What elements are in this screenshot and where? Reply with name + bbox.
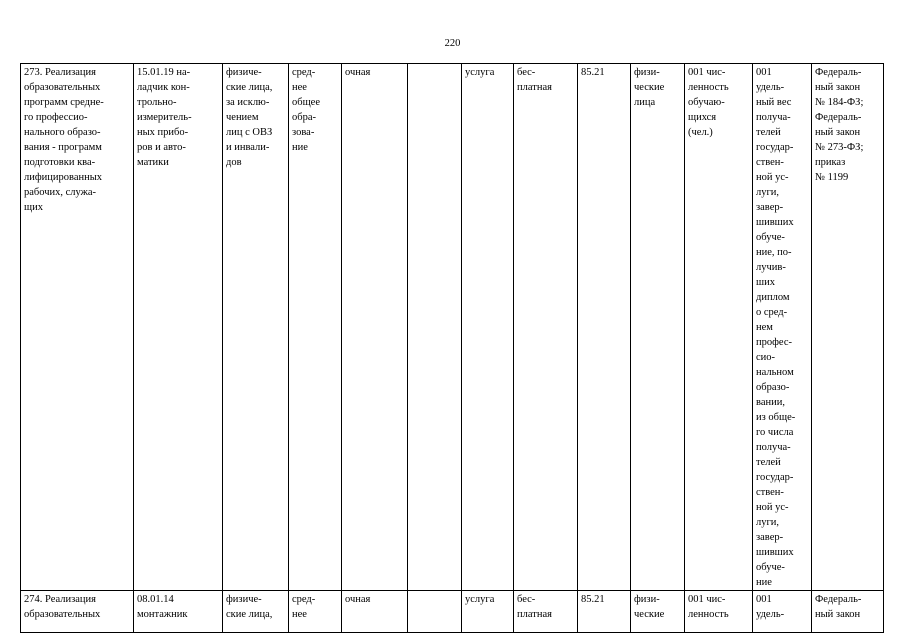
cell-text-line: щих xyxy=(24,202,43,213)
cell-quality-indicator xyxy=(753,591,812,633)
cell-text-line: услуга xyxy=(465,594,495,605)
cell-text-line: очная xyxy=(345,67,371,78)
cell-text-line: платная xyxy=(517,82,552,93)
cell-text-line: удель- xyxy=(756,82,785,93)
cell-text-line: нее xyxy=(292,82,307,93)
cell-text-line: лица xyxy=(634,97,656,108)
cell-text-line: вании, xyxy=(756,397,785,408)
cell-text-line: физи- xyxy=(634,67,660,78)
cell-text-line: 001 xyxy=(756,594,772,605)
cell-text-line: нем xyxy=(756,322,773,333)
cell-consumer-type xyxy=(631,591,685,633)
cell-payment-type xyxy=(514,64,578,591)
cell-volume-indicator xyxy=(685,64,753,591)
cell-text-line: ствен- xyxy=(756,487,784,498)
cell-text-line: за исклю- xyxy=(226,97,270,108)
cell-text-line: бес- xyxy=(517,67,536,78)
cell-profession-code xyxy=(134,64,223,591)
cell-text-line: дов xyxy=(226,157,242,168)
cell-text-line: физиче- xyxy=(226,594,262,605)
cell-text-line: шивших xyxy=(756,217,794,228)
cell-text-line: ленность xyxy=(688,82,729,93)
cell-text-line: и инвали- xyxy=(226,142,270,153)
cell-text-line: 001 чис- xyxy=(688,594,726,605)
cell-text-line: завер- xyxy=(756,202,784,213)
cell-text-line: образовательных xyxy=(24,609,101,620)
cell-legal-basis xyxy=(812,591,884,633)
cell-text-line: 273. Реализация xyxy=(24,67,96,78)
cell-okved-code xyxy=(578,591,631,633)
page-number: 220 xyxy=(444,38,461,49)
registry-table xyxy=(20,63,884,633)
cell-text-line: ной ус- xyxy=(756,502,789,513)
cell-text-line: монтажник xyxy=(137,609,188,620)
cell-text-line: ские лица, xyxy=(226,609,273,620)
cell-education-level xyxy=(289,591,342,633)
cell-text-line: рабочих, служа- xyxy=(24,187,97,198)
cell-text-line: ладчик кон- xyxy=(137,82,190,93)
cell-text-line: нее xyxy=(292,609,307,620)
cell-text-line: бес- xyxy=(517,594,536,605)
cell-study-form xyxy=(342,64,408,591)
cell-text-line: Федераль- xyxy=(815,67,862,78)
cell-service-name xyxy=(21,591,134,633)
cell-service-type xyxy=(462,64,514,591)
cell-legal-basis xyxy=(812,64,884,591)
cell-text-line: 08.01.14 xyxy=(137,594,174,605)
cell-text-line: 001 xyxy=(756,67,772,78)
cell-text-line: лучив- xyxy=(756,262,786,273)
cell-text-line: Федераль- xyxy=(815,112,862,123)
cell-text-line: ный закон xyxy=(815,127,861,138)
cell-education-level xyxy=(289,64,342,591)
cell-text-line: государ- xyxy=(756,142,794,153)
cell-text-line: ские лица, xyxy=(226,82,273,93)
cell-text-line: лиц с ОВЗ xyxy=(226,127,273,138)
cell-text-line: щихся xyxy=(688,112,717,123)
cell-text-line: ных прибо- xyxy=(137,127,189,138)
cell-text-line: 85.21 xyxy=(581,594,605,605)
cell-text-line: удель- xyxy=(756,609,785,620)
cell-payment-type xyxy=(514,591,578,633)
cell-text-line: зова- xyxy=(292,127,315,138)
cell-text-line: чением xyxy=(226,112,259,123)
cell-text-line: трольно- xyxy=(137,97,177,108)
cell-consumer-type xyxy=(631,64,685,591)
cell-text-line: сред- xyxy=(292,67,316,78)
cell-text-line: вания - программ xyxy=(24,142,102,153)
cell-text-line: № 1199 xyxy=(815,172,849,183)
cell-text-line: луги, xyxy=(756,187,780,198)
cell-text-line: 15.01.19 на- xyxy=(137,67,191,78)
cell-text-line: ный закон xyxy=(815,609,861,620)
cell-text-line: из обще- xyxy=(756,412,796,423)
cell-text-line: ших xyxy=(756,277,775,288)
cell-text-line: сред- xyxy=(292,594,316,605)
cell-text-line: № 273-ФЗ; xyxy=(815,142,864,153)
cell-text-line: физи- xyxy=(634,594,660,605)
cell-text-line: очная xyxy=(345,594,371,605)
cell-text-line: образо- xyxy=(756,382,790,393)
cell-text-line: получа- xyxy=(756,442,791,453)
cell-text-line: услуга xyxy=(465,67,495,78)
cell-text-line: физиче- xyxy=(226,67,262,78)
cell-text-line: ческие xyxy=(634,609,665,620)
cell-text-line: нального образо- xyxy=(24,127,101,138)
cell-blank-column xyxy=(408,591,462,633)
cell-text-line: получа- xyxy=(756,112,791,123)
cell-text-line: ние xyxy=(292,142,308,153)
cell-text-line: сио- xyxy=(756,352,776,363)
cell-text-line: программ средне- xyxy=(24,97,104,108)
cell-text-line: приказ xyxy=(815,157,846,168)
cell-text-line: обучаю- xyxy=(688,97,725,108)
table-row xyxy=(21,64,884,591)
cell-text-line: 001 чис- xyxy=(688,67,726,78)
cell-text-line: ние xyxy=(756,577,772,588)
cell-text-line: Федераль- xyxy=(815,594,862,605)
cell-text-line: ческие xyxy=(634,82,665,93)
cell-volume-indicator xyxy=(685,591,753,633)
cell-study-form xyxy=(342,591,408,633)
cell-text-line: телей xyxy=(756,127,781,138)
cell-text-line: профес- xyxy=(756,337,793,348)
cell-text-line: ленность xyxy=(688,609,729,620)
cell-text-line: общее xyxy=(292,97,320,108)
cell-text-line: обуче- xyxy=(756,562,785,573)
cell-text-line: шивших xyxy=(756,547,794,558)
cell-text-line: обуче- xyxy=(756,232,785,243)
cell-text-line: нальном xyxy=(756,367,794,378)
cell-text-line: ный вес xyxy=(756,97,792,108)
cell-text-line: платная xyxy=(517,609,552,620)
cell-text-line: ный закон xyxy=(815,82,861,93)
cell-text-line: ров и авто- xyxy=(137,142,186,153)
cell-okved-code xyxy=(578,64,631,591)
cell-consumer-category xyxy=(223,591,289,633)
cell-text-line: го числа xyxy=(756,427,794,438)
cell-text-line: лифицированных xyxy=(24,172,103,183)
cell-quality-indicator xyxy=(753,64,812,591)
cell-text-line: государ- xyxy=(756,472,794,483)
cell-text-line: 85.21 xyxy=(581,67,605,78)
cell-text-line: 274. Реализация xyxy=(24,594,96,605)
cell-consumer-category xyxy=(223,64,289,591)
cell-text-line: телей xyxy=(756,457,781,468)
cell-service-type xyxy=(462,591,514,633)
cell-text-line: луги, xyxy=(756,517,780,528)
cell-text-line: ной ус- xyxy=(756,172,789,183)
cell-text-line: матики xyxy=(137,157,169,168)
cell-text-line: измеритель- xyxy=(137,112,192,123)
cell-text-line: завер- xyxy=(756,532,784,543)
cell-text-line: ствен- xyxy=(756,157,784,168)
cell-profession-code xyxy=(134,591,223,633)
cell-text-line: образовательных xyxy=(24,82,101,93)
cell-service-name xyxy=(21,64,134,591)
cell-text-line: диплом xyxy=(756,292,790,303)
cell-text-line: го профессио- xyxy=(24,112,88,123)
cell-text-line: № 184-ФЗ; xyxy=(815,97,864,108)
cell-text-line: подготовки ква- xyxy=(24,157,96,168)
cell-text-line: (чел.) xyxy=(688,127,713,138)
cell-blank-column xyxy=(408,64,462,591)
cell-text-line: обра- xyxy=(292,112,316,123)
table-row xyxy=(21,591,884,633)
cell-text-line: о сред- xyxy=(756,307,788,318)
cell-text-line: ние, по- xyxy=(756,247,792,258)
